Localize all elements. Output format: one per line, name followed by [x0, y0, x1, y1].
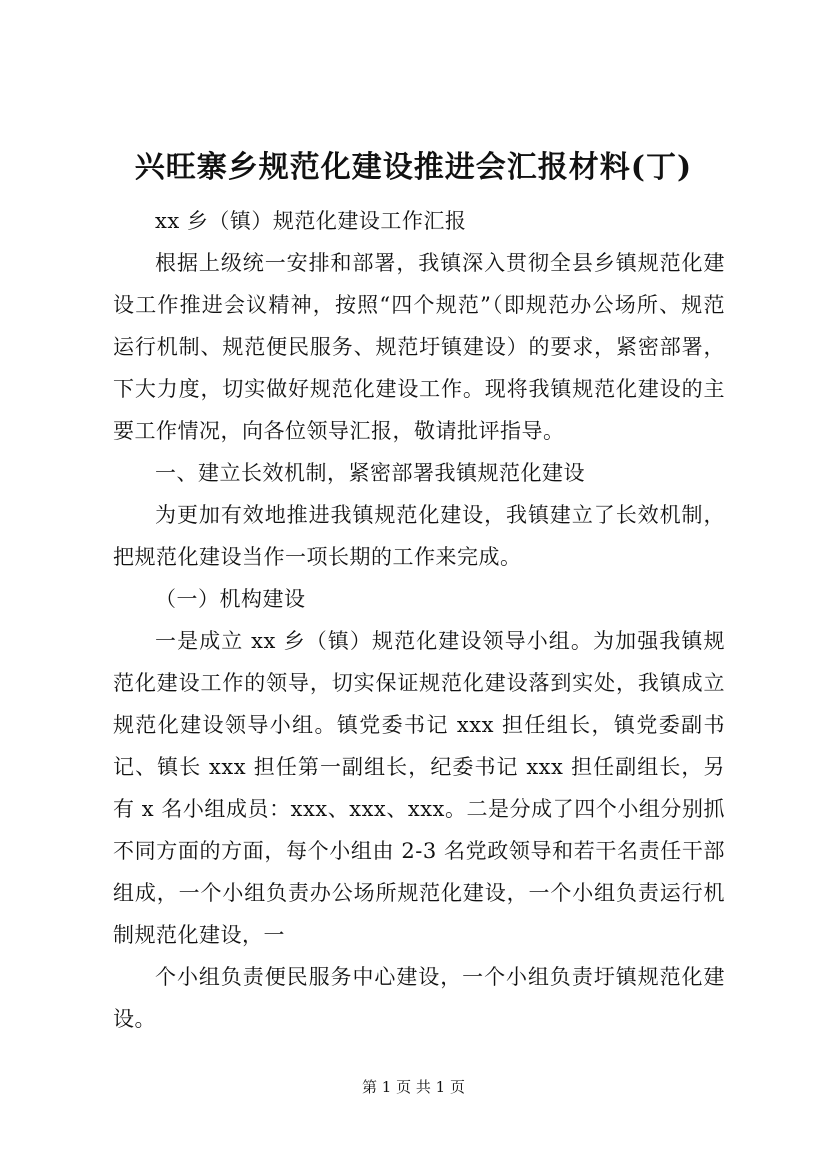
document-title: 兴旺寨乡规范化建设推进会汇报材料(丁): [134, 150, 693, 185]
paragraph-intro: 根据上级统一安排和部署，我镇深入贯彻全县乡镇规范化建设工作推进会议精神，按照“四个规范”（即规范办公场所、规范运行机制、规范便民服务、规范圩镇建设）的要求，紧密部署，下大力度，切实做好规范化建设工作。现将我镇规范化建设的主要工作情况，向各位领导汇报，敬请批评指导。: [113, 251, 725, 443]
paragraph-continuation: 个小组负责便民服务中心建设，一个小组负责圩镇规范化建设。: [113, 965, 725, 1031]
section-heading-1: 一、建立长效机制，紧密部署我镇规范化建设: [155, 461, 585, 485]
paragraph-organization: 一是成立 xx 乡（镇）规范化建设领导小组。为加强我镇规范化建设工作的领导，切实保证规范化建设落到实处，我镇成立规范化建设领导小组。镇党委书记 xxx 担任组长，镇党委副书记、镇长 xxx 担任第一副组长，纪委书记 xxx 担任副组长，另有 x 名小组成员：xxx、xxx、xxx。二是分成了四个小组分别抓不同方面的方面，每个小组由 2-3 名党政领导和若干名责任干部组成，一个小组负责办公场所规范化建设，一个小组负责运行机制规范化建设，一: [113, 629, 725, 947]
document-subtitle: xx 乡（镇）规范化建设工作汇报: [155, 209, 467, 233]
subsection-heading-1: （一）机构建设: [155, 587, 306, 611]
page-footer: 第 1 页 共 1 页: [362, 1078, 465, 1096]
paragraph-mechanism: 为更加有效地推进我镇规范化建设，我镇建立了长效机制，把规范化建设当作一项长期的工作来完成。: [113, 503, 725, 569]
